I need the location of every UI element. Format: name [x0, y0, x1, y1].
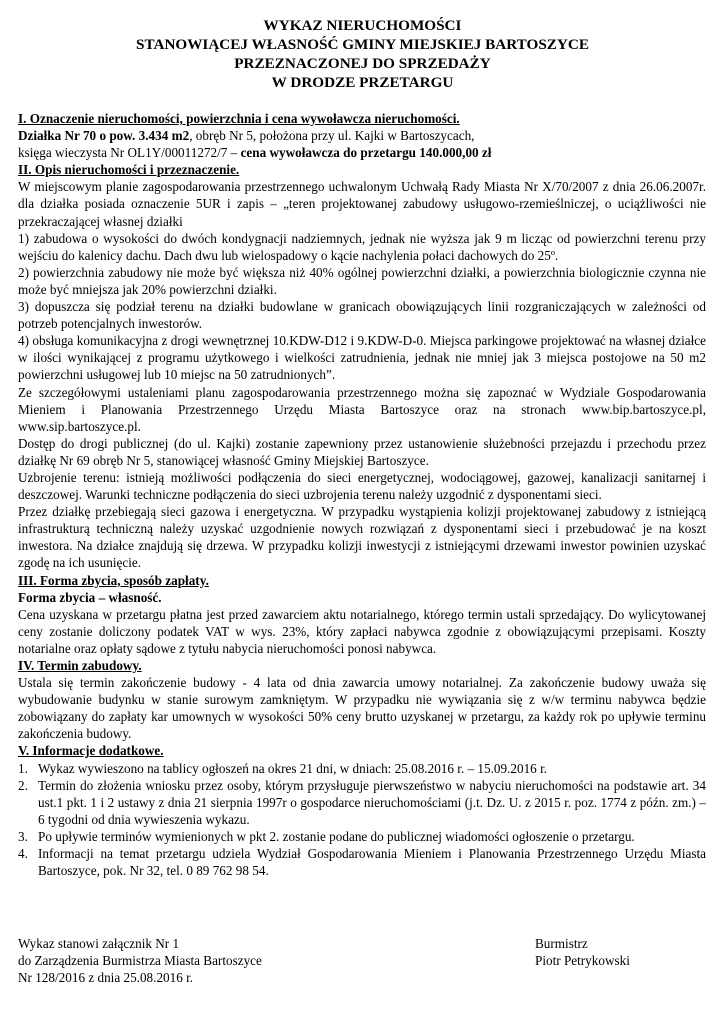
plan-details-paragraph: Ze szczegółowymi ustaleniami planu zagospodarowania przestrzennego można się zapoznać w Wydziale Gospodarowania Mieniem i Planowania Przestrzennego Urzędu Miasta Bartoszyce oraz na stronach www.bip.bartoszyce.pl, www.sip.bartoszyce.pl. — [18, 384, 706, 434]
list-item-number: 1. — [18, 760, 28, 776]
document-body — [18, 110, 706, 879]
zoning-plan-paragraph: W miejscowym planie zagospodarowania przestrzennego uchwalonym Uchwałą Rady Miasta Nr X/70/2007 z dnia 26.06.2007r. dla działka posiada oznaczenie 5UR i zapis – „teren projektowanej zabudowy usługowo-rzemieślniczej, o uciążliwości nie przekraczającej własnej działki — [18, 179, 706, 229]
signatory-name: Piotr Petrykowski — [535, 953, 630, 969]
list-item-number: 4. — [18, 846, 28, 862]
signatory-title: Burmistrz — [535, 936, 588, 951]
additional-info-list — [18, 760, 706, 880]
zoning-rule-1: 1) zabudowa o wysokości do dwóch kondygnacji nadziemnych, jednak nie wyższa jak 9 m licząc od powierzchni terenu przy wejściu do kalenicy dachu. Dach dwu lub wielospadowy o kącie nachylenia połaci dachowych do 25º. — [18, 230, 706, 263]
title-line-1: WYKAZ NIERUCHOMOŚCI — [263, 17, 462, 34]
plot-line — [18, 127, 706, 144]
list-item — [18, 760, 706, 777]
utilities-paragraph: Uzbrojenie terenu: istnieją możliwości podłączenia do sieci energetycznej, wodociągowej, gazowej, kanalizacji sanitarnej i deszczowej. Warunki techniczne podłączenia do sieci uzbrojenia terenu należy uzgodnić z dysponentami sieci. — [18, 469, 706, 503]
list-item — [18, 845, 706, 879]
list-item-text: Po upływie terminów wymienionych w pkt 2. zostanie podane do publicznej wiadomości ogłoszenie o przetargu. — [38, 828, 635, 844]
section-3-subheading: Forma zbycia – własność. — [18, 589, 162, 605]
footer-signature — [535, 935, 705, 969]
section-2-heading: II. Opis nieruchomości i przeznaczenie. — [18, 162, 240, 178]
list-item-number: 3. — [18, 828, 28, 844]
zoning-rule-2: 2) powierzchnia zabudowy nie może być większa niż 40% ogólnej powierzchni działki, a powierzchnia biologicznie czynna nie może być mniejsza jak 20% powierzchni działki. — [18, 264, 706, 297]
list-item-text: Termin do złożenia wniosku przez osoby, którym przysługuje pierwszeństwo w nabyciu nieruchomości na podstawie art. 34 ust.1 pkt. 1 i 2 ustawy z dnia 21 sierpnia 1997r o gospodarce nieruchomościami (j.t. Dz. U. z 2015 r. poz. 1774 z późn. zm.) – 6 tygodni od dnia wywieszenia wykazu. — [38, 777, 706, 827]
title-line-3: PRZEZNACZONEJ DO SPRZEDAŻY — [234, 55, 491, 72]
footer-left-line-2: do Zarządzenia Burmistrza Miasta Bartoszyce — [18, 953, 262, 969]
road-access-paragraph: Dostęp do drogi publicznej (do ul. Kajki) zostanie zapewniony przez ustanowienie służebności przejazdu i przechodu przez działkę Nr 69 obręb Nr 5, stanowiącej własność Gminy Miejskiej Bartoszyce. — [18, 435, 706, 468]
section-5-heading: V. Informacje dodatkowe. — [18, 743, 164, 759]
land-register-line — [18, 144, 706, 161]
footer-left-line-1: Wykaz stanowi załącznik Nr 1 — [18, 936, 180, 951]
list-item — [18, 828, 706, 845]
title-line-2: STANOWIĄCEJ WŁASNOŚĆ GMINY MIEJSKIEJ BARTOSZYCE — [136, 36, 589, 53]
section-3-heading: III. Forma zbycia, sposób zapłaty. — [18, 572, 209, 588]
list-item-number: 2. — [18, 777, 28, 793]
section-1-heading: I. Oznaczenie nieruchomości, powierzchnia i cena wywoławcza nieruchomości. — [18, 111, 460, 126]
list-item-text: Wykaz wywieszono na tablicy ogłoszeń na okres 21 dni, w dniach: 25.08.2016 r. – 15.09.2016 r. — [38, 760, 548, 776]
zoning-rule-4: 4) obsługa komunikacyjna z drogi wewnętrznej 10.KDW-D12 i 9.KDW-D-0. Miejsca parkingowe projektować na własnej działce w ilości wynikającej z programu użytkowego i wielkości zatrudnienia, jednak nie mniej jak 3 miejsca postojowe na 50 m2 powierzchni usługowej lub 10 miejsc na 50 zatrudnionych”. — [18, 333, 706, 383]
document-title — [0, 16, 725, 92]
footer-left-line-3: Nr 128/2016 z dnia 25.08.2016 r. — [18, 970, 194, 986]
starting-price: cena wywoławcza do przetargu 140.000,00 zł — [240, 145, 492, 161]
networks-paragraph: Przez działkę przebiegają sieci gazowa i energetyczna. W przypadku wystąpienia kolizji projektowanej zabudowy z istniejącą infrastrukturą techniczną należy uzyskać uzgodnienie nowych rozwiązań z dysponentami sieci i przebudować je na koszt inwestora. Na działce znajdują się drzewa. W przypadku kolizji inwestycji z istniejącymi drzewami inwestor powinien uzyskać zgodę na ich usunięcie. — [18, 504, 706, 571]
construction-deadline-paragraph: Ustala się termin zakończenie budowy - 4 lata od dnia zawarcia umowy notarialnej. Za zakończenie budowy uważa się wybudowanie budynku w stanie surowym zamkniętym. W przypadku nie wywiązania się z w/w terminu nabywca będzie zobowiązany do zapłaty kar umownych w wysokości 50% ceny brutto uzyskanej w przetargu, za każdy rok po upływie terminu zakończenia budowy. — [18, 675, 706, 742]
section-4-heading: IV. Termin zabudowy. — [18, 658, 142, 673]
zoning-rule-3: 3) dopuszcza się podział terenu na działki budowlane w granicach obowiązujących linii rozgraniczających w zależności od potrzeb potencjalnych inwestorów. — [18, 299, 706, 332]
list-item — [18, 777, 706, 828]
footer-attachment-note — [18, 935, 438, 986]
payment-paragraph: Cena uzyskana w przetargu płatna jest przed zawarciem aktu notarialnego, którego termin ustali sprzedający. Do wylicytowanej ceny zostanie doliczony podatek VAT w wys. 23%, który zapłaci nabywca zgodnie z obowiązującymi przepisami. Koszty notarialne oraz opłaty sądowe z tytułu nabycia nieruchomości ponosi nabywca. — [18, 606, 706, 656]
title-line-4: W DRODZE PRZETARGU — [271, 74, 454, 91]
list-item-text: Informacji na temat przetargu udziela Wydział Gospodarowania Mieniem i Planowania Przestrzennego Urzędu Miasta Bartoszyce, pok. Nr 32, tel. 0 89 762 98 54. — [38, 846, 706, 879]
land-register-number: księga wieczysta Nr OL1Y/00011272/7 – — [18, 145, 241, 161]
plot-number: Działka Nr 70 o pow. 3.434 m2 — [18, 128, 190, 144]
plot-location: , obręb Nr 5, położona przy ul. Kajki w Bartoszycach, — [189, 128, 475, 144]
